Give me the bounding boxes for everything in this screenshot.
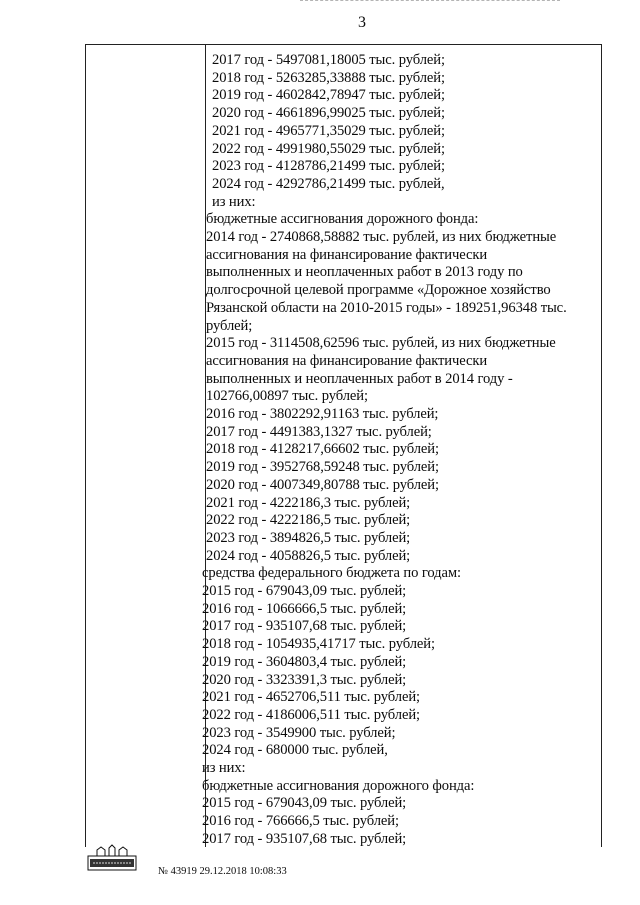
- text-line: 2014 год - 2740868,58882 тыс. рублей, из них бюджетные: [206, 229, 557, 245]
- text-line: 2020 год - 4007349,80788 тыс. рублей;: [206, 476, 439, 493]
- text-line: 2015 год - 679043,09 тыс. рублей;: [202, 583, 407, 599]
- text-line: 2022 год - 4186006,511 тыс. рублей;: [202, 706, 420, 723]
- text-line: 2023 год - 4128786,21499 тыс. рублей;: [212, 158, 445, 175]
- text-line: 2024 год - 680000 тыс. рублей,: [202, 742, 388, 759]
- text-line: ассигнования на финансирование фактически: [206, 246, 488, 263]
- text-line: ассигнования на финансирование фактически: [206, 352, 488, 369]
- text-line: 2019 год - 3604803,4 тыс. рублей;: [202, 653, 407, 670]
- text-line: 2020 год - 3323391,3 тыс. рублей;: [202, 671, 407, 688]
- text-line: 2021 год - 4222186,3 тыс. рублей;: [206, 494, 411, 511]
- text-line: бюджетные ассигнования дорожного фонда:: [202, 777, 475, 794]
- text-line: 2018 год - 4128217,66602 тыс. рублей;: [206, 441, 439, 458]
- text-line: выполненных и неоплаченных работ в 2014 году -: [206, 370, 513, 387]
- text-line: 2018 год - 1054935,41717 тыс. рублей;: [202, 636, 435, 653]
- text-line: Рязанской области на 2010-2015 годы» - 189251,96348 тыс.: [206, 299, 567, 316]
- text-line: 2015 год - 3114508,62596 тыс. рублей, из них бюджетные: [206, 335, 556, 352]
- text-line: 2024 год - 4292786,21499 тыс. рублей,: [212, 175, 445, 192]
- text-line: средства федерального бюджета по годам:: [202, 565, 461, 582]
- text-line: 2017 год - 5497081,18005 тыс. рублей;: [212, 52, 445, 68]
- text-line: долгосрочной целевой программе «Дорожное хозяйство: [206, 282, 551, 299]
- scan-artifact: [300, 0, 560, 7]
- text-line: 102766,00897 тыс. рублей;: [206, 388, 368, 405]
- text-line: 2017 год - 4491383,1327 тыс. рублей;: [206, 423, 432, 440]
- text-line: 2016 год - 1066666,5 тыс. рублей;: [202, 600, 407, 617]
- text-line: 2016 год - 3802292,91163 тыс. рублей;: [206, 406, 439, 422]
- text-line: 2016 год - 766666,5 тыс. рублей;: [202, 813, 399, 830]
- text-line: 2019 год - 4602842,78947 тыс. рублей;: [212, 87, 445, 104]
- registry-stamp-icon: [87, 844, 137, 872]
- document-table: [85, 44, 602, 847]
- text-line: бюджетные ассигнования дорожного фонда:: [206, 211, 479, 228]
- text-line: из них:: [202, 760, 246, 776]
- text-line: 2020 год - 4661896,99025 тыс. рублей;: [212, 105, 445, 122]
- text-line: 2021 год - 4965771,35029 тыс. рублей;: [212, 122, 445, 139]
- text-line: рублей;: [206, 317, 253, 334]
- text-line: 2022 год - 4991980,55029 тыс. рублей;: [212, 140, 445, 157]
- text-line: 2024 год - 4058826,5 тыс. рублей;: [206, 547, 411, 564]
- text-line: 2018 год - 5263285,33888 тыс. рублей;: [212, 69, 445, 86]
- text-line: 2017 год - 935107,68 тыс. рублей;: [202, 618, 407, 635]
- document-registration-number: № 43919 29.12.2018 10:08:33: [158, 866, 287, 877]
- table-right-column: [202, 51, 600, 853]
- text-line: 2017 год - 935107,68 тыс. рублей;: [202, 830, 407, 847]
- text-line: 2022 год - 4222186,5 тыс. рублей;: [206, 512, 411, 529]
- text-line: 2019 год - 3952768,59248 тыс. рублей;: [206, 459, 439, 476]
- text-line: 2021 год - 4652706,511 тыс. рублей;: [202, 689, 420, 706]
- table-left-column: [86, 45, 206, 847]
- text-line: 2023 год - 3894826,5 тыс. рублей;: [206, 529, 411, 546]
- text-line: выполненных и неоплаченных работ в 2013 году по: [206, 264, 523, 281]
- text-line: 2023 год - 3549900 тыс. рублей;: [202, 724, 396, 741]
- page-number: 3: [358, 14, 366, 31]
- text-line: из них:: [212, 193, 256, 210]
- text-line: 2015 год - 679043,09 тыс. рублей;: [202, 795, 407, 812]
